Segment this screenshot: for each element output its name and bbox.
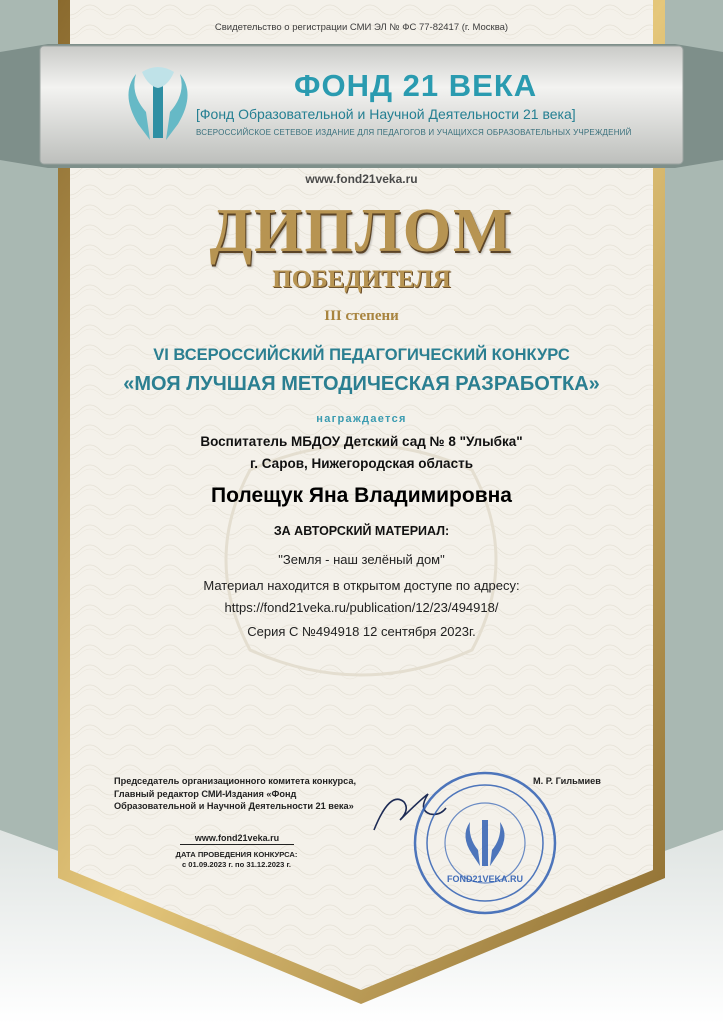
chairman-block — [114, 775, 394, 813]
seal-stamp-icon — [412, 770, 558, 916]
dates-line-2: с 01.09.2023 г. по 31.12.2023 г. — [181, 859, 292, 869]
contest-line-2: «МОЯ ЛУЧШАЯ МЕТОДИЧЕСКАЯ РАЗРАБОТКА» — [123, 373, 600, 395]
recipient-name: Полещук Яна Владимировна — [211, 484, 512, 507]
recipient-org-line-2: г. Саров, Нижегородская область — [250, 456, 473, 471]
fund-logo-icon — [116, 64, 200, 148]
material-text: Материал находится в открытом доступе по адресу: — [203, 578, 520, 593]
site-link-bottom[interactable]: www.fond21veka.ru — [180, 833, 294, 845]
brand-name: ФОНД 21 ВЕКА — [294, 68, 538, 103]
contest-dates — [160, 850, 313, 869]
dates-line-1: ДАТА ПРОВЕДЕНИЯ КОНКУРСА: — [175, 850, 298, 859]
contest-line-1: VI ВСЕРОССИЙСКИЙ ПЕДАГОГИЧЕСКИЙ КОНКУРС — [153, 346, 570, 364]
chairman-line-3: Образовательной и Научной Деятельности 21 века» — [114, 801, 354, 812]
chairman-line-1: Председатель организационного комитета конкурса, — [114, 776, 357, 786]
award-for-label: ЗА АВТОРСКИЙ МАТЕРИАЛ: — [273, 524, 450, 538]
diploma-winner: ПОБЕДИТЕЛЯ — [272, 266, 451, 293]
brand-tagline: ВСЕРОССИЙСКОЕ СЕТЕВОЕ ИЗДАНИЕ ДЛЯ ПЕДАГОГОВ И УЧАЩИХСЯ ОБРАЗОВАТЕЛЬНЫХ УЧРЕЖДЕНИЙ — [196, 128, 632, 137]
work-title: "Земля - наш зелёный дом" — [278, 552, 445, 567]
site-link-top[interactable]: www.fond21veka.ru — [305, 172, 418, 186]
registration-text: Свидетельство о регистрации СМИ ЭЛ № ФС 77-82417 (г. Москва) — [214, 22, 509, 33]
chairman-line-2: Главный редактор СМИ-Издания «Фонд — [114, 788, 297, 799]
material-url[interactable]: https://fond21veka.ru/publication/12/23/494918/ — [224, 600, 499, 615]
diploma-degree: III степени — [324, 308, 399, 324]
diploma-title: ДИПЛОМ — [209, 197, 514, 265]
recipient-org-line-1: Воспитатель МБДОУ Детский сад № 8 "Улыбка" — [200, 434, 523, 449]
signer-name: М. Р. Гильмиев — [533, 776, 601, 786]
brand-subtitle: [Фонд Образовательной и Научной Деятельности 21 века] — [196, 106, 576, 122]
awarded-label: награждается — [316, 413, 407, 425]
series-number: Серия С №494918 12 сентября 2023г. — [247, 624, 476, 639]
stamp-text: FOND21VEKA.RU — [446, 874, 524, 884]
